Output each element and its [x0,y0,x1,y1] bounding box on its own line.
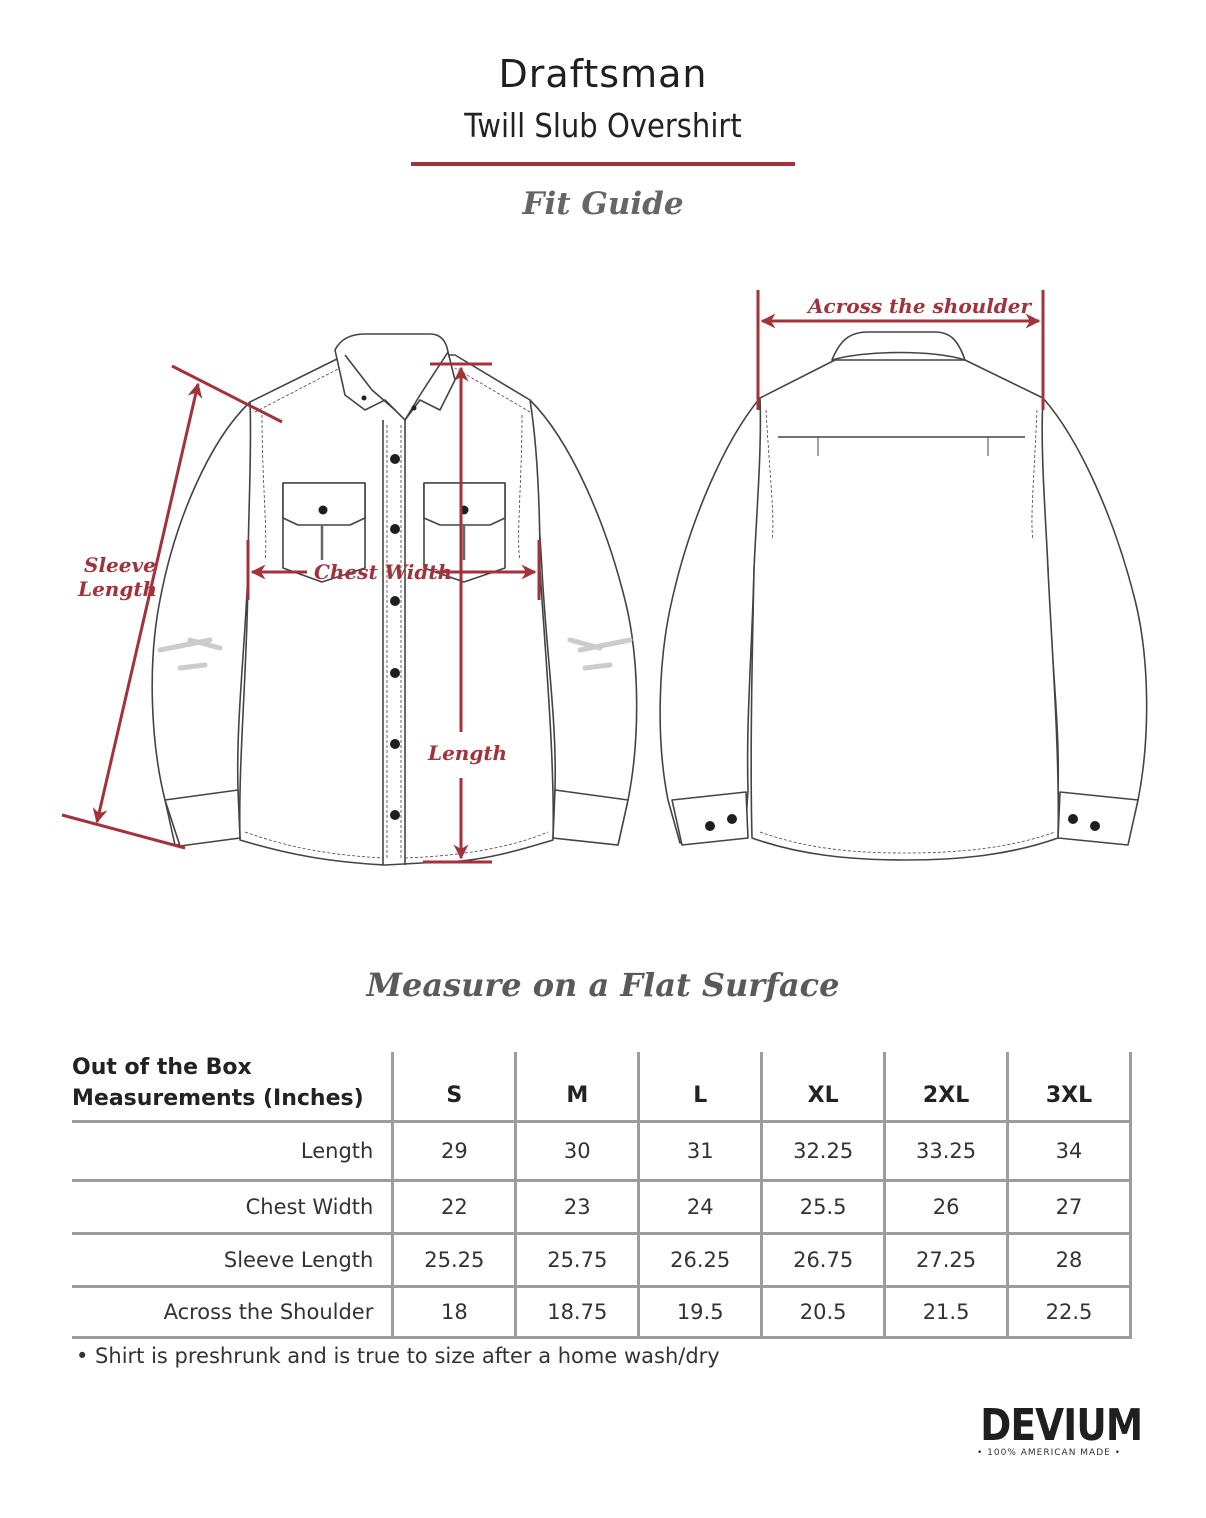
column-header-3xl: 3XL [1008,1052,1131,1122]
row-label: Length [72,1122,393,1181]
product-title: Draftsman [498,52,708,96]
table-cell: 26.25 [639,1234,762,1287]
table-cell: 20.5 [762,1287,885,1338]
table-cell: 27 [1008,1181,1131,1234]
column-header-m: M [516,1052,639,1122]
row-label: Across the Shoulder [72,1287,393,1338]
back-shirt-illustration [660,332,1147,860]
table-row [72,1181,1131,1234]
chest-width-label: Chest Width [314,560,453,584]
size-chart-table [72,1052,1132,1339]
brand-name: DEVIUM [980,1400,1143,1451]
column-header-xl: XL [762,1052,885,1122]
brand-logo [966,1400,1143,1458]
table-cell: 26 [885,1181,1008,1234]
table-cell: 34 [1008,1122,1131,1181]
table-cell: 25.5 [762,1181,885,1234]
table-cell: 18.75 [516,1287,639,1338]
column-header-s: S [393,1052,516,1122]
table-cell: 26.75 [762,1234,885,1287]
table-cell: 29 [393,1122,516,1181]
table-cell: 25.25 [393,1234,516,1287]
footnote: • Shirt is preshrunk and is true to size after a home wash/dry [76,1344,720,1368]
table-header-row [72,1052,1131,1122]
shirt-diagram [0,260,1206,900]
table-cell: 18 [393,1287,516,1338]
brand-tagline: • 100% AMERICAN MADE • [976,1448,1122,1458]
table-cell: 33.25 [885,1122,1008,1181]
table-cell: 23 [516,1181,639,1234]
sleeve-length-label-1: Sleeve [84,553,156,577]
row-label: Sleeve Length [72,1234,393,1287]
across-shoulder-label: Across the shoulder [808,294,1032,318]
table-cell: 22.5 [1008,1287,1131,1338]
table-cell: 28 [1008,1234,1131,1287]
column-header-l: L [639,1052,762,1122]
measure-title: Measure on a Flat Surface [366,966,840,1004]
table-cell: 25.75 [516,1234,639,1287]
table-cell: 21.5 [885,1287,1008,1338]
sleeve-length-label-2: Length [78,577,158,601]
table-row [72,1122,1131,1181]
table-cell: 19.5 [639,1287,762,1338]
section-label: Fit Guide [522,186,684,222]
product-subtitle: Twill Slub Overshirt [464,106,742,145]
table-cell: 22 [393,1181,516,1234]
table-cell: 30 [516,1122,639,1181]
table-cell: 27.25 [885,1234,1008,1287]
length-label: Length [428,741,508,765]
table-row [72,1287,1131,1338]
table-row [72,1234,1131,1287]
row-label: Chest Width [72,1181,393,1234]
title-divider [411,162,795,166]
column-header-2xl: 2XL [885,1052,1008,1122]
table-cell: 24 [639,1181,762,1234]
table-cell: 31 [639,1122,762,1181]
table-cell: 32.25 [762,1122,885,1181]
table-corner-header: Out of the Box Measurements (Inches) [72,1052,393,1122]
